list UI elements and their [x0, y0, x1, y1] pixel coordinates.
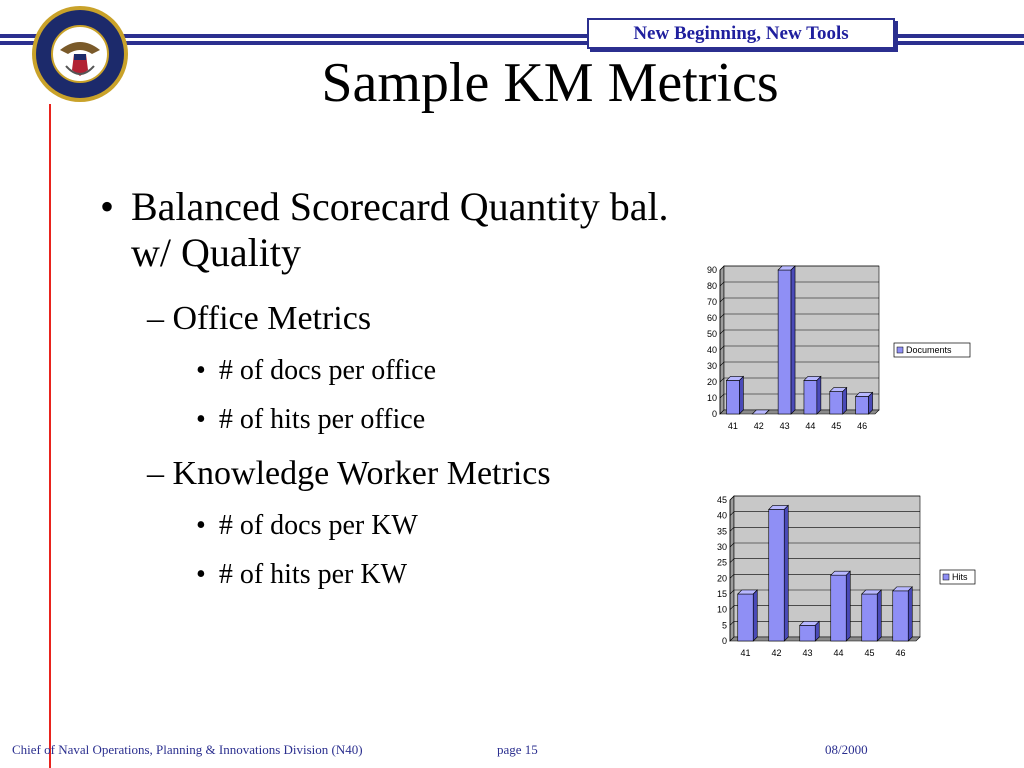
bar-side: [739, 376, 743, 414]
bar-side: [908, 587, 912, 641]
bar: [726, 376, 743, 414]
bar-side: [843, 388, 847, 414]
x-tick-label: 41: [740, 648, 751, 658]
bar: [831, 571, 851, 641]
bar-front: [800, 625, 816, 641]
bar-front: [804, 380, 817, 414]
bullet-dot-icon: •: [196, 559, 206, 590]
y-tick-label: 10: [716, 604, 727, 615]
y-tick-label: 10: [706, 393, 717, 403]
plot-side-wall: [730, 496, 734, 641]
bar-side: [877, 590, 881, 641]
y-tick-label: 20: [716, 573, 727, 584]
legend-swatch: [897, 347, 903, 353]
brand-text: New Beginning, New Tools: [633, 22, 849, 44]
x-tick-label: 45: [864, 648, 875, 658]
page-title: Sample KM Metrics: [321, 52, 779, 114]
plot-floor: [730, 637, 920, 641]
bar-side: [753, 590, 757, 641]
y-tick-label: 20: [706, 377, 717, 387]
bar-front: [778, 270, 791, 414]
bullet-office-docs-text: # of docs per office: [218, 355, 436, 386]
bullet-dot-icon: •: [196, 510, 206, 541]
x-tick-label: 46: [857, 421, 868, 431]
x-tick-label: 43: [779, 421, 790, 431]
bullet-dot-icon: •: [100, 184, 115, 229]
plot-floor: [720, 410, 879, 414]
y-tick-label: 70: [706, 297, 717, 307]
y-tick-label: 40: [716, 510, 727, 521]
bar-front: [738, 594, 754, 641]
y-tick-label: 90: [706, 265, 717, 275]
y-tick-label: 40: [706, 345, 717, 355]
bullet-kw-hits: [196, 559, 407, 591]
bullet-office-metrics: – Office Metrics: [147, 300, 372, 337]
y-tick-label: 45: [716, 495, 727, 505]
x-tick-label: 42: [753, 421, 764, 431]
legend-label: Hits: [952, 572, 968, 582]
bullet-kw-metrics: – Knowledge Worker Metrics: [147, 455, 551, 492]
bar-front: [862, 594, 878, 641]
bar: [778, 266, 795, 414]
y-tick-label: 5: [721, 620, 727, 631]
bar: [804, 376, 821, 414]
legend-swatch: [943, 574, 949, 580]
x-tick-label: 41: [727, 421, 738, 431]
bar-side: [784, 505, 788, 641]
footer-org: Chief of Naval Operations, Planning & Innovations Division (N40): [12, 742, 363, 757]
legend-label: Documents: [906, 345, 952, 355]
bar-side: [791, 266, 795, 414]
y-tick-label: 0: [721, 636, 727, 646]
y-tick-label: 60: [706, 313, 717, 323]
bar: [856, 392, 873, 414]
bullet-dot-icon: •: [196, 404, 206, 435]
bar-side: [846, 571, 850, 641]
bar-front: [830, 392, 843, 414]
y-tick-label: 0: [711, 409, 717, 419]
bullet-main-text: Balanced Scorecard Quantity bal. w/ Quality: [131, 184, 669, 275]
hits-bar-chart: [690, 490, 980, 665]
y-tick-label: 80: [706, 281, 717, 291]
x-tick-label: 42: [771, 648, 782, 658]
x-tick-label: 44: [805, 421, 816, 431]
legend: [894, 343, 970, 357]
y-tick-label: 25: [716, 557, 727, 568]
left-red-rule: [49, 104, 51, 768]
x-tick-label: 45: [831, 421, 842, 431]
documents-bar-chart: [690, 262, 980, 437]
bar-side: [869, 392, 873, 414]
bullet-kw-hits-text: # of hits per KW: [218, 559, 407, 590]
x-tick-label: 46: [895, 648, 906, 658]
bar: [862, 590, 882, 641]
bar-front: [831, 575, 847, 641]
bar: [800, 621, 820, 641]
bar-front: [893, 591, 909, 641]
x-tick-label: 44: [833, 648, 844, 658]
plot-side-wall: [720, 266, 724, 414]
bullet-dot-icon: •: [196, 355, 206, 386]
y-tick-label: 30: [706, 361, 717, 371]
y-tick-label: 30: [716, 542, 727, 552]
brand-banner: [587, 18, 895, 49]
bar: [830, 388, 847, 414]
bullet-office-docs: [196, 355, 436, 387]
bullet-office-hits-text: # of hits per office: [218, 404, 426, 435]
bar-front: [769, 509, 785, 641]
bar: [893, 587, 913, 641]
plot-area: [724, 266, 879, 410]
bar: [769, 505, 789, 641]
bullet-kw-docs: [196, 510, 418, 542]
bullet-office-hits: [196, 404, 425, 436]
y-tick-label: 50: [706, 329, 717, 339]
plot-area: [734, 496, 920, 637]
x-tick-label: 43: [802, 648, 813, 658]
bullet-kw-docs-text: # of docs per KW: [218, 510, 418, 541]
bar-front: [726, 380, 739, 414]
footer-date: 08/2000: [825, 742, 868, 757]
footer-page: page 15: [497, 742, 538, 757]
bar: [738, 590, 758, 641]
bar-side: [817, 376, 821, 414]
y-tick-label: 35: [716, 526, 727, 537]
y-tick-label: 15: [716, 589, 727, 599]
legend: [940, 570, 975, 584]
bar-front: [856, 396, 869, 414]
